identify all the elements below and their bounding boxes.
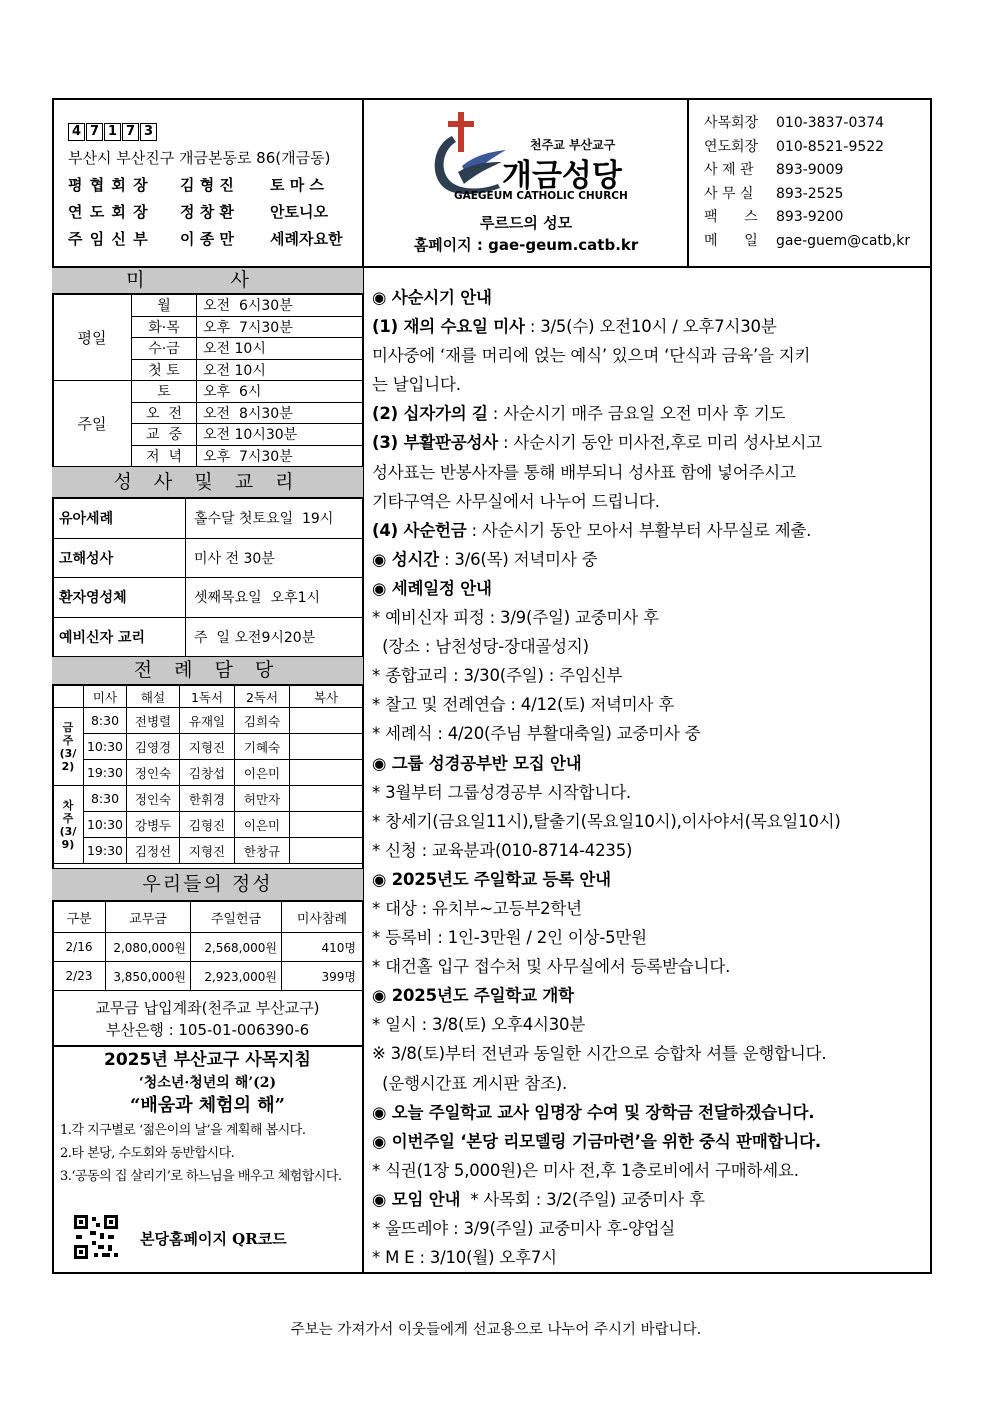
zip-digit: 7 (86, 123, 103, 141)
liturgy-header: 1독서 (180, 686, 235, 708)
mass-table (52, 294, 363, 467)
notice-bold: (2) 십자가의 길 (372, 404, 488, 424)
guidelines-motto: “배움과 체험의 해” (130, 1095, 285, 1116)
church-logo-icon (422, 106, 510, 202)
officer-role: 주 임 신 부 (68, 230, 149, 248)
liturgy-person: 지형진 (180, 734, 235, 760)
guidelines (52, 1047, 363, 1188)
logo-english: GAEGEUM CATHOLIC CHURCH (454, 190, 628, 202)
liturgy-week-label: 금 주 (3/ 2) (53, 708, 84, 786)
mass-day: 월 (132, 295, 197, 317)
notice-bold: ◉ 모임 안내 (372, 1189, 461, 1209)
offerings-header: 교무금 (106, 902, 191, 933)
liturgy-person: 한창규 (235, 838, 290, 864)
notice-text: (장소 : 남천성당-장대골성지) (372, 637, 589, 657)
notice-line (372, 574, 928, 603)
sacrament-label: 고해성사 (53, 538, 186, 578)
notice-line (372, 370, 928, 399)
liturgy-person: 정인숙 (127, 786, 180, 812)
liturgy-time: 8:30 (84, 786, 127, 812)
offerings-table (52, 901, 363, 991)
liturgy-week-label: 차 주 (3/ 9) (53, 786, 84, 864)
notice-line (372, 952, 928, 981)
liturgy-header-row (53, 686, 363, 708)
notice-text: * 세례식 : 4/20(주님 부활대축일) 교중미사 중 (372, 724, 701, 744)
liturgy-time: 19:30 (84, 838, 127, 864)
liturgy-row (53, 812, 363, 838)
officer-name: 이 종 만 (180, 230, 234, 248)
offerings-header: 주일헌금 (191, 902, 282, 933)
notice-line (372, 1127, 928, 1156)
sacrament-label: 환자영성체 (53, 578, 186, 618)
liturgy-row (53, 708, 363, 734)
notice-text: * 예비신자 피정 : 3/9(주일) 교중미사 후 (372, 608, 659, 628)
mass-day: 첫 토 (132, 359, 197, 381)
guideline-item: 2.타 본당, 수도회와 동반합시다. (60, 1146, 235, 1161)
contact-value: gae-guem@catb,kr (776, 232, 911, 249)
qr-label: 본당홈페이지 QR코드 (140, 1230, 287, 1248)
notice-line (372, 1185, 928, 1214)
mass-row (53, 295, 363, 317)
notice-line (372, 283, 928, 312)
notice-line (372, 487, 928, 516)
notice-line (372, 545, 928, 574)
mass-row (53, 381, 363, 403)
sacrament-row (53, 578, 363, 618)
liturgy-header: 미사 (84, 686, 127, 708)
notice-line (372, 1156, 928, 1185)
liturgy-person: 김창섭 (180, 760, 235, 786)
mass-day: 저 녁 (132, 445, 197, 467)
notice-heading: ◉ 이번주일 ‘본당 리모델링 기금마련’을 위한 중식 판매합니다. (372, 1131, 821, 1151)
offerings-header: 미사참례 (282, 902, 363, 933)
notice-text: 성사표는 반봉사자를 통해 배부되니 성사표 함에 넣어주시고 (372, 462, 796, 482)
mass-day: 화·목 (132, 316, 197, 338)
notice-line (372, 749, 928, 778)
notice-heading: ◉ 그룹 성경공부반 모집 안내 (372, 753, 582, 773)
officer-title: 안토니오 (270, 203, 328, 221)
notice-text: ※ 3/8(토)부터 전년과 동일한 시간으로 승합차 셔틀 운행합니다. (372, 1044, 827, 1064)
notice-line (372, 428, 928, 457)
notice-text: * 등록비 : 1인-3만원 / 2인 이상-5만원 (372, 928, 647, 948)
officer-row (68, 199, 358, 226)
notice-text: * 사목회 : 3/2(주일) 교중미사 후 (460, 1189, 705, 1209)
notice-line (372, 516, 928, 545)
liturgy-person: 김영경 (127, 734, 180, 760)
mass-time: 오전 8시30분 (197, 402, 363, 424)
notice-text: 미사중에 ‘재를 머리에 얹는 예식’ 있으며 ‘단식과 금육’을 지키 (372, 346, 811, 366)
officer-title: 토 마 스 (270, 176, 324, 194)
sacrament-label: 예비신자 교리 (53, 617, 186, 657)
contact-row (704, 206, 928, 230)
mass-time: 오후 7시30분 (197, 316, 363, 338)
officer-title: 세례자요한 (270, 230, 343, 248)
notice-text: * 대건홀 입구 접수처 및 사무실에서 등록받습니다. (372, 957, 731, 977)
patron-saint: 루르드의 성모 (479, 214, 573, 232)
liturgy-corner (53, 686, 84, 708)
liturgy-person: 한휘경 (180, 786, 235, 812)
contact-label: 메 일 (704, 232, 758, 249)
liturgy-person (290, 708, 363, 734)
qr-code-icon[interactable] (72, 1213, 120, 1261)
zip-digit: 1 (104, 123, 121, 141)
liturgy-person: 지형진 (180, 838, 235, 864)
liturgy-person: 이은미 (235, 760, 290, 786)
notice-text: * 찰고 및 전례연습 : 4/12(토) 저녁미사 후 (372, 695, 675, 715)
homepage: 홈페이지 : gae-geum.catb.kr (413, 236, 639, 254)
sacraments-section-title: 성 사 및 교 리 (52, 466, 363, 498)
mass-group-label: 주일 (53, 381, 132, 467)
officer-row (68, 226, 358, 253)
notice-line (372, 923, 928, 952)
notice-line (372, 778, 928, 807)
notice-line (372, 399, 928, 428)
notice-text: * 3월부터 그룹성경공부 시작합니다. (372, 782, 631, 802)
liturgy-time: 19:30 (84, 760, 127, 786)
mass-time: 오전 10시 (197, 359, 363, 381)
officer-row (68, 172, 358, 199)
officer-role: 연 도 회 장 (68, 203, 149, 221)
notice-text: : 3/6(목) 저녁미사 중 (438, 549, 598, 569)
liturgy-header: 해설 (127, 686, 180, 708)
guidelines-list (52, 1119, 363, 1188)
notice-text: * 울뜨레야 : 3/9(주일) 교중미사 후-양업실 (372, 1219, 676, 1238)
notice-line (372, 894, 928, 923)
notice-text: * 종합교리 : 3/30(주일) : 주임신부 (372, 666, 623, 686)
notice-line (372, 603, 928, 632)
mass-day: 오 전 (132, 402, 197, 424)
contact-row (704, 159, 928, 183)
notice-text: * 대상 : 유치부~고등부2학년 (372, 898, 582, 918)
liturgy-time: 10:30 (84, 734, 127, 760)
offerings-sunday: 2,568,000원 (191, 933, 282, 962)
liturgy-row (53, 760, 363, 786)
account-line-1: 교무금 납입계좌(천주교 부산교구) (95, 999, 320, 1017)
notice-text: 는 날입니다. (372, 375, 461, 395)
offerings-dues: 2,080,000원 (106, 933, 191, 962)
sacrament-label: 유아세례 (53, 499, 186, 539)
notice-heading: ◉ 세례일정 안내 (372, 578, 492, 598)
sacrament-value: 셋째목요일 오후1시 (186, 578, 363, 618)
guideline-item: 3.‘공동의 집 살리기’로 하느님을 배우고 체험합시다. (60, 1169, 342, 1184)
notice-line (372, 312, 928, 341)
offerings-row (53, 962, 363, 991)
notice-line (372, 661, 928, 690)
contact-row (704, 112, 928, 136)
liturgy-time: 8:30 (84, 708, 127, 734)
notice-text: * 창세기(금요일11시),탈출기(목요일10시),이사야서(목요일10시) (372, 811, 841, 831)
mass-group-label: 평일 (53, 295, 132, 381)
guidelines-title: 2025년 부산교구 사목지침 (104, 1050, 311, 1070)
notice-line (372, 1214, 928, 1243)
liturgy-person: 기혜숙 (235, 734, 290, 760)
contact-list (704, 112, 928, 253)
notice-line (372, 632, 928, 661)
notice-line (372, 807, 928, 836)
notice-heading: ◉ 2025년도 주일학교 개학 (372, 986, 574, 1006)
offerings-attendance: 399명 (282, 962, 363, 991)
liturgy-person: 강병두 (127, 812, 180, 838)
logo-diocese: 천주교 부산교구 (530, 138, 616, 152)
guideline-item: 1.각 지구별로 ‘젊은이의 날’을 계획해 봅시다. (60, 1123, 306, 1138)
notice-heading: ◉ 2025년도 주일학교 등록 안내 (372, 869, 611, 889)
contact-label: 사 제 관 (704, 162, 754, 178)
header-logo-area (364, 100, 688, 266)
liturgy-row (53, 734, 363, 760)
notice-line (372, 341, 928, 370)
address: 부산시 부산진구 개금본동로 86(개금동) (68, 149, 331, 167)
officer-name: 정 창 환 (180, 203, 234, 221)
liturgy-header: 복사 (290, 686, 363, 708)
offerings-header-row (53, 902, 363, 933)
footer-note: 주보는 가져가서 이웃들에게 선교용으로 나누어 주시기 바랍니다. (290, 1322, 702, 1338)
zip-digit: 3 (140, 123, 157, 141)
mass-time: 오후 6시 (197, 381, 363, 403)
sacrament-row (53, 538, 363, 578)
notice-line (372, 1039, 928, 1068)
notice-line (372, 1098, 928, 1127)
notice-line (372, 719, 928, 748)
liturgy-person: 김형진 (180, 812, 235, 838)
notice-text: : 사순시기 동안 미사전,후로 미리 성사보시고 (497, 433, 822, 453)
sacrament-value: 주 일 오전9시20분 (186, 617, 363, 657)
notice-line (372, 981, 928, 1010)
offerings-date: 2/16 (53, 933, 106, 962)
contact-label: 팩 스 (704, 209, 758, 225)
liturgy-person (290, 786, 363, 812)
officer-list (68, 172, 358, 253)
liturgy-header: 2독서 (235, 686, 290, 708)
notice-text: * M E : 3/10(월) 오후7시 (372, 1248, 557, 1268)
liturgy-person: 허만자 (235, 786, 290, 812)
account-line-2: 부산은행 : 105-01-006390-6 (105, 1021, 310, 1039)
sacrament-value: 홀수달 첫토요일 19시 (186, 499, 363, 539)
sacrament-row (53, 499, 363, 539)
officer-role: 평 협 회 장 (68, 176, 149, 194)
contact-value: 893-2525 (776, 185, 844, 202)
notice-heading: ◉ 오늘 주일학교 교사 임명장 수여 및 장학금 전달하겠습니다. (372, 1102, 815, 1122)
guidelines-subtitle: ‘청소년·청년의 해’(2) (138, 1075, 277, 1091)
liturgy-person (290, 734, 363, 760)
offerings-date: 2/23 (53, 962, 106, 991)
notice-text: : 사순시기 매주 금요일 오전 미사 후 기도 (487, 404, 786, 424)
liturgy-person: 김정선 (127, 838, 180, 864)
officer-name: 김 형 진 (180, 176, 234, 194)
contact-row (704, 136, 928, 160)
liturgy-person: 유재일 (180, 708, 235, 734)
liturgy-row (53, 786, 363, 812)
liturgy-person (290, 838, 363, 864)
offerings-attendance: 410명 (282, 933, 363, 962)
mass-day: 토 (132, 381, 197, 403)
mass-day: 교 중 (132, 424, 197, 446)
liturgy-person: 전병렬 (127, 708, 180, 734)
contact-value: 010-3837-0374 (776, 115, 885, 131)
notice-text: : 3/5(수) 오전10시 / 오후7시30분 (524, 317, 777, 337)
sacrament-row (53, 617, 363, 657)
liturgy-section-title: 전 례 담 당 (52, 656, 363, 685)
offerings-header: 구분 (53, 902, 106, 933)
mass-time: 오전 6시30분 (197, 295, 363, 317)
notice-bold: (3) 부활판공성사 (372, 433, 498, 453)
notice-line (372, 1069, 928, 1098)
contact-label: 사목회장 (704, 115, 759, 131)
liturgy-person: 김희숙 (235, 708, 290, 734)
offerings-section-title: 우리들의 정성 (52, 868, 363, 901)
offerings-row (53, 933, 363, 962)
mass-time: 오후 7시30분 (197, 445, 363, 467)
contact-value: 893-9009 (776, 162, 844, 178)
notice-text: * 식권(1장 5,000원)은 미사 전,후 1층로비에서 구매하세요. (372, 1160, 799, 1180)
offerings-dues: 3,850,000원 (106, 962, 191, 991)
offerings-sunday: 2,923,000원 (191, 962, 282, 991)
notice-line (372, 836, 928, 865)
notice-line (372, 865, 928, 894)
notice-text: (운행시간표 게시판 참조). (372, 1073, 568, 1093)
mass-section-title: 미 사 (52, 267, 363, 294)
notice-heading: ◉ 사순시기 안내 (372, 288, 492, 307)
mass-time: 오전 10시 (197, 338, 363, 360)
contact-label: 사 무 실 (704, 185, 754, 202)
notice-text: : 사순시기 동안 모아서 부활부터 사무실로 제출. (466, 520, 812, 540)
liturgy-person (290, 812, 363, 838)
liturgy-person (290, 760, 363, 786)
sacraments-table (52, 498, 363, 657)
account-info (52, 997, 363, 1041)
notice-text: * 신청 : 교육분과(010-8714-4235) (372, 840, 633, 860)
notice-bold: (1) 재의 수요일 미사 (372, 317, 525, 337)
contact-label: 연도회장 (704, 138, 759, 155)
liturgy-person: 이은미 (235, 812, 290, 838)
zip-digit: 4 (68, 123, 85, 141)
liturgy-time: 10:30 (84, 812, 127, 838)
contact-row (704, 183, 928, 207)
contact-value: 010-8521-9522 (776, 138, 885, 155)
liturgy-person: 정인숙 (127, 760, 180, 786)
notice-bold: (4) 사순헌금 (372, 520, 467, 540)
mass-time: 오전 10시30분 (197, 424, 363, 446)
notice-line (372, 1010, 928, 1039)
notice-line (372, 690, 928, 719)
header-info (68, 118, 358, 253)
sacrament-value: 미사 전 30분 (186, 538, 363, 578)
zip-code (68, 118, 358, 145)
zip-digit: 7 (122, 123, 139, 141)
notice-text: * 일시 : 3/8(토) 오후4시30분 (372, 1015, 586, 1035)
notice-line (372, 458, 928, 487)
mass-day: 수·금 (132, 338, 197, 360)
notice-text: 기타구역은 사무실에서 나누어 드립니다. (372, 491, 660, 511)
notice-bold: ◉ 성시간 (372, 549, 439, 569)
liturgy-table (52, 685, 363, 864)
logo-church-name: 개금성당 (502, 158, 622, 194)
notices (372, 283, 928, 1272)
contact-value: 893-9200 (776, 209, 844, 225)
contact-row (704, 230, 928, 254)
liturgy-row (53, 838, 363, 864)
notice-line (372, 1243, 928, 1272)
